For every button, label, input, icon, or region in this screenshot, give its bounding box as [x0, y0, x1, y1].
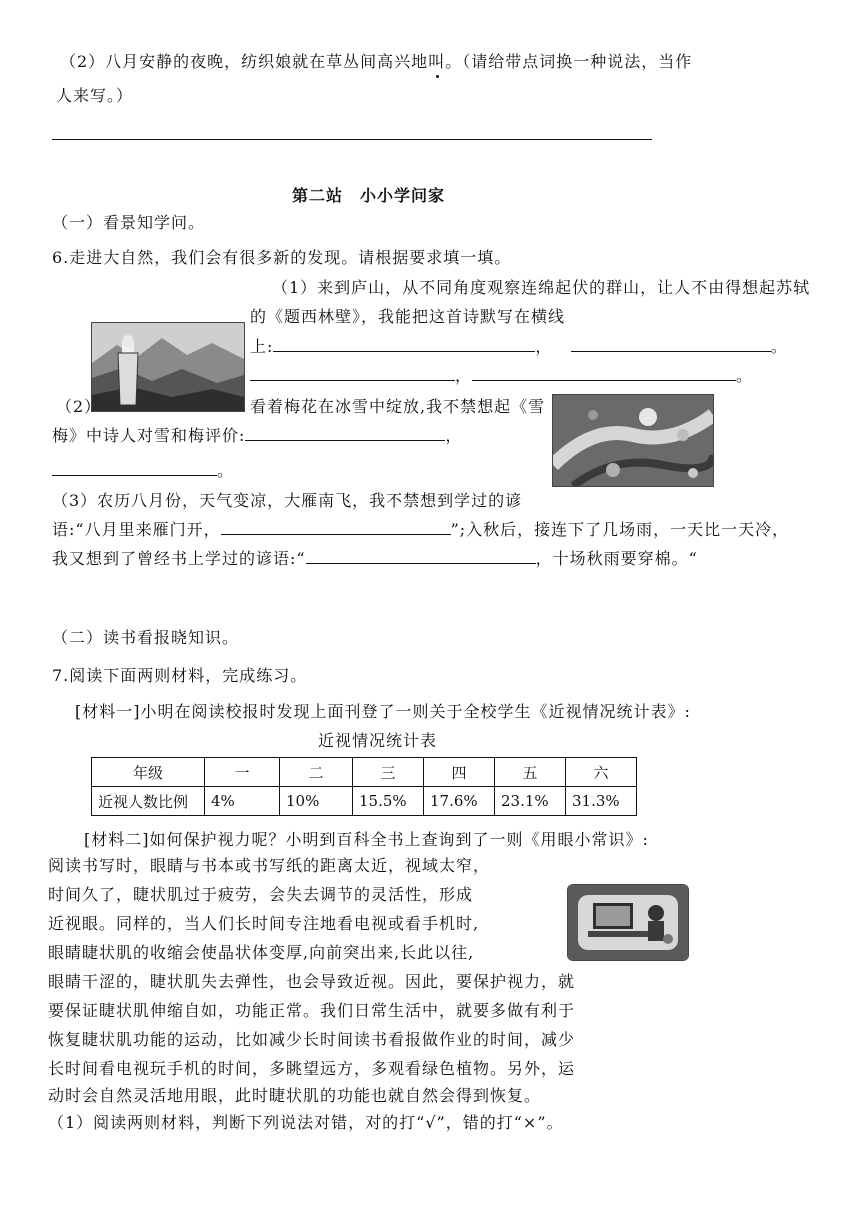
question-6-1-line1: （1）来到庐山，从不同角度观察连绵起伏的群山，让人不由得想起苏轼 [272, 278, 811, 297]
answer-line[interactable] [52, 139, 652, 140]
material-two-line: 阅读书写时，眼睛与书本或书写纸的距离太近，视域太窄， [48, 856, 491, 875]
table-cell: 23.1% [495, 787, 566, 816]
answer-blank[interactable] [52, 461, 217, 476]
table-row-label: 近视人数比例 [92, 787, 205, 816]
punctuation: 。 [217, 461, 235, 480]
question-6-3-line1: （3）农历八月份，天气变凉，大雁南飞，我不禁想到学过的谚 [52, 491, 523, 510]
table-header-cell: 三 [353, 758, 424, 787]
question-text: 我又想到了曾经书上学过的谚语:“ [52, 549, 306, 568]
material-two-line: 近视眼。同样的，当人们长时间专注地看电视或看手机时, [48, 914, 480, 933]
material-two-line: 要保证睫状肌伸缩自如，功能正常。我们日常生活中，就要多做有利于 [48, 1001, 576, 1020]
table-title: 近视情况统计表 [318, 731, 438, 750]
section-title: 第二站 小小学问家 [292, 186, 446, 205]
table-cell: 31.3% [566, 787, 637, 816]
punctuation: ， [455, 366, 473, 385]
table-header-cell: 四 [424, 758, 495, 787]
material-two-title: [材料二]如何保护视力呢？小明到百科全书上查询到了一则《用眼小常识》: [84, 830, 649, 849]
question-7-title: 7.阅读下面两则材料，完成练习。 [52, 666, 308, 685]
punctuation: 。 [736, 366, 754, 385]
punctuation: ， [535, 337, 553, 356]
question-6-2-line1: 看着梅花在冰雪中绽放,我不禁想起《雪 [250, 397, 546, 416]
part-heading: （一）看景知学问。 [52, 213, 206, 232]
material-two-line: 恢复睫状肌功能的运动，比如减少长时间读书看报做作业的时间，减少 [48, 1030, 576, 1049]
line-label: 上: [250, 337, 274, 356]
question-6-title: 6.走进大自然，我们会有很多新的发现。请根据要求填一填。 [52, 248, 512, 267]
answer-blank[interactable] [250, 366, 455, 381]
punctuation: 。 [770, 337, 788, 356]
answer-blank[interactable] [571, 337, 771, 352]
material-two-line: 动时会自然灵活地用眼，此时睫状肌的功能也就自然会得到恢复。 [48, 1086, 542, 1105]
question-7-1: （1）阅读两则材料，判断下列说法对错，对的打“√”，错的打“×”。 [48, 1113, 564, 1132]
question-6-1-line3 [250, 337, 788, 357]
question-6-3-line2 [52, 520, 789, 540]
computer-user-image [567, 884, 689, 961]
table-cell: 4% [205, 787, 280, 816]
answer-blank[interactable] [273, 337, 535, 352]
myopia-statistics-table [91, 757, 637, 816]
question-text: 语:“八月里来雁门开， [52, 520, 221, 539]
question-6-2-line2 [52, 426, 462, 446]
table-header-cell: 一 [205, 758, 280, 787]
question-text: ”;入秋后，接连下了几场雨，一天比一天冷， [450, 520, 790, 539]
table-header-cell: 二 [280, 758, 353, 787]
table-cell: 15.5% [353, 787, 424, 816]
question-text: 梅》中诗人对雪和梅评价: [52, 426, 246, 445]
table-header-cell: 年级 [92, 758, 205, 787]
table-cell: 10% [280, 787, 353, 816]
material-two-line: 长时间看电视玩手机的时间，多眺望远方，多观看绿色植物。另外，运 [48, 1059, 576, 1078]
material-one-text: [材料一]小明在阅读校报时发现上面刊登了一则关于全校学生《近视情况统计表》: [75, 702, 691, 721]
answer-blank[interactable] [472, 366, 736, 381]
plum-snow-image [552, 394, 714, 487]
question-text: （2）八月安静的夜晚，纺织娘就在草丛间高兴地 [60, 52, 429, 71]
table-header-cell: 六 [566, 758, 637, 787]
answer-blank[interactable] [221, 520, 451, 535]
question-6-1-line4 [250, 366, 753, 386]
question-text: ，十场秋雨要穿棉。“ [535, 549, 698, 568]
dotted-word: 叫 [428, 52, 446, 71]
question-text: 。（请给带点词换一种说法，当作 [445, 52, 693, 71]
question-6-2-number: （2） [56, 397, 102, 416]
question-6-1-line2: 的《题西林壁》，我能把这首诗默写在横线 [250, 307, 566, 326]
question-6-3-line3 [52, 549, 698, 569]
material-two-line: 眼睛睫状肌的收缩会使晶状体变厚,向前突出来,长此以往, [48, 943, 475, 962]
question-6-2-line3 [52, 461, 234, 481]
part-heading: （二）读书看报晓知识。 [52, 628, 240, 647]
table-row [92, 787, 637, 816]
mountain-poet-image [91, 322, 245, 412]
answer-blank[interactable] [245, 426, 445, 441]
table-cell: 17.6% [424, 787, 495, 816]
table-header-cell: 五 [495, 758, 566, 787]
table-header-row [92, 758, 637, 787]
answer-blank[interactable] [306, 549, 536, 564]
question-5-2-line1 [60, 52, 692, 72]
material-two-line: 眼睛干涩的，睫状肌失去弹性，也会导致近视。因此，要保护视力，就 [48, 972, 576, 991]
question-5-2-line2: 人来写。） [56, 86, 134, 105]
material-two-line: 时间久了，睫状肌过于疲劳，会失去调节的灵活性，形成 [48, 885, 474, 904]
punctuation: ， [445, 426, 463, 445]
